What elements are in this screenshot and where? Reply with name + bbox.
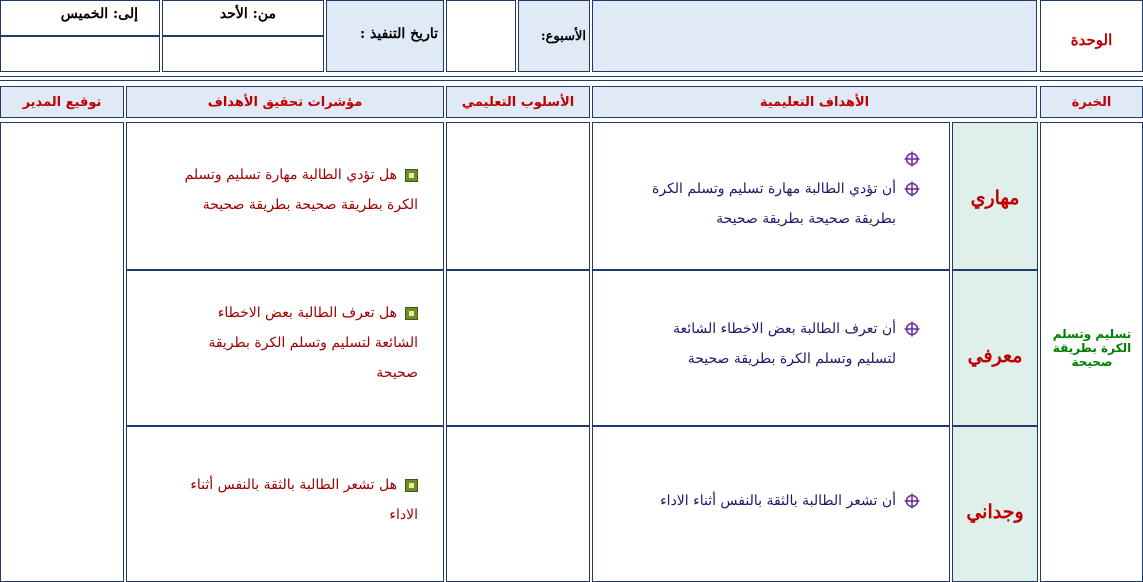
crosshair-circle-icon: [904, 151, 920, 167]
green-square-icon: [405, 479, 418, 492]
domain-label-2: معرفي: [967, 345, 1023, 367]
domain-label-1: مهاري: [970, 187, 1020, 209]
objective-text-2: [598, 314, 920, 374]
indicator-line: الكرة بطريقة صحيحة بطريقة صحيحة: [202, 197, 418, 213]
indicator-line: صحيحة: [376, 365, 418, 381]
green-square-icon: [405, 169, 418, 182]
to-label: إلى: الخميس: [60, 6, 138, 22]
objective-line: أن تعرف الطالبة بعض الاخطاء الشائعة: [673, 321, 896, 337]
indicator-line: الشائعة لتسليم وتسلم الكرة بطريقة: [208, 335, 418, 351]
header-experience: الخبرة: [1040, 86, 1143, 118]
crosshair-circle-icon: [904, 493, 920, 509]
to-value-cell[interactable]: [0, 36, 160, 72]
separator-line-1: [0, 76, 1143, 77]
week-value-cell[interactable]: [446, 0, 516, 72]
objective-line: أن تشعر الطالبة بالثقة بالنفس أثناء الاداء: [660, 493, 896, 509]
header-method: الأسلوب التعليمي: [446, 86, 590, 118]
unit-value-cell[interactable]: [592, 0, 1037, 72]
indicator-line: هل تعرف الطالبة بعض الاخطاء: [217, 305, 397, 321]
method-cell-1[interactable]: [446, 122, 590, 270]
exec-date-label: تاريخ التنفيذ :: [359, 26, 438, 42]
domain-label-3: وجداني: [966, 501, 1024, 523]
separator-line-2: [0, 80, 1143, 81]
unit-label: الوحدة: [1070, 31, 1113, 49]
method-cell-3[interactable]: [446, 426, 590, 582]
indicator-text-1: [134, 160, 418, 220]
indicator-text-3: [134, 470, 418, 530]
header-indicators: مؤشرات تحقيق الأهداف: [126, 86, 444, 118]
header-principal-signature: توقيع المدير: [0, 86, 124, 118]
header-objectives: الأهداف التعليمية: [592, 86, 1037, 118]
from-label: من: الأحد: [219, 6, 276, 22]
method-cell-2[interactable]: [446, 270, 590, 426]
objective-line: لتسليم وتسلم الكرة بطريقة صحيحة: [687, 351, 896, 367]
green-square-icon: [405, 307, 418, 320]
indicator-line: هل تشعر الطالبة بالثقة بالنفس أثناء: [190, 477, 397, 493]
crosshair-circle-icon: [904, 181, 920, 197]
objective-line: بطريقة صحيحة بطريقة صحيحة: [716, 211, 896, 227]
from-value-cell[interactable]: [162, 36, 324, 72]
principal-signature-cell[interactable]: [0, 122, 124, 582]
objective-text-3: [598, 486, 920, 516]
experience-text: تسليم وتسلم الكرة بطريقة صحيحة: [1052, 327, 1132, 369]
crosshair-circle-icon: [904, 321, 920, 337]
week-label: الأسبوع:: [540, 29, 586, 44]
indicator-line: هل تؤدي الطالبة مهارة تسليم وتسلم: [184, 167, 397, 183]
objective-text-1: [598, 144, 920, 234]
indicator-line: الاداء: [389, 507, 418, 523]
indicator-text-2: [134, 298, 418, 388]
objective-line: أن تؤدي الطالبة مهارة تسليم وتسلم الكرة: [651, 181, 896, 197]
